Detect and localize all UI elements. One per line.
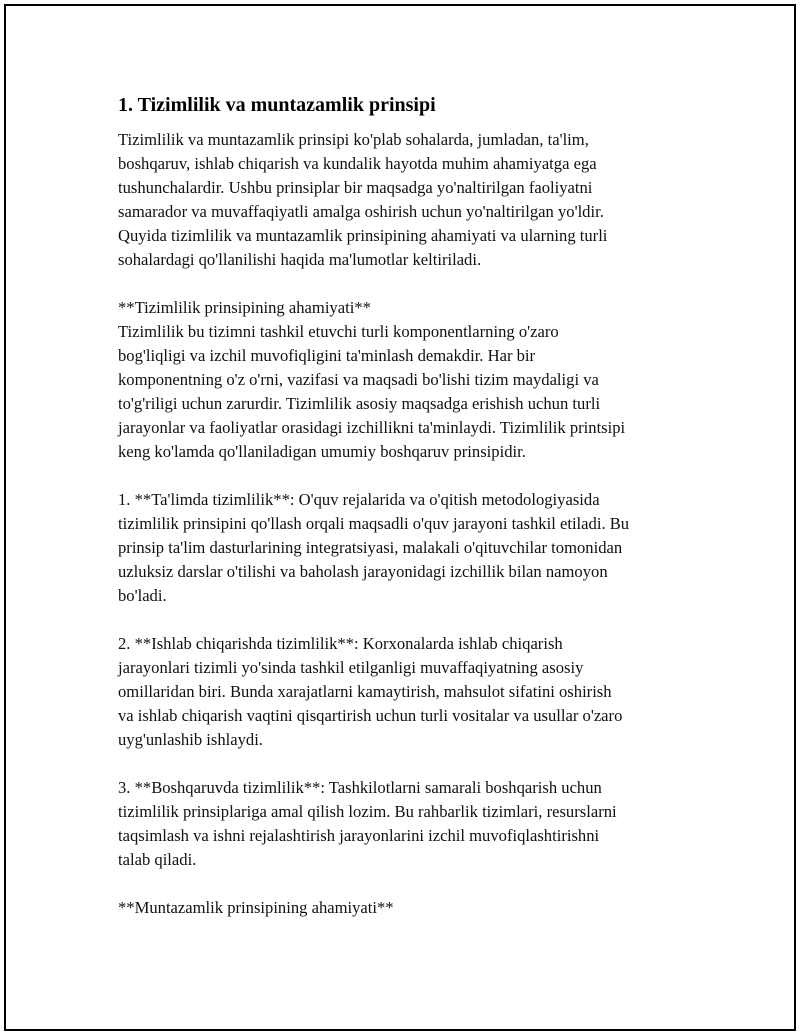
paragraph-line: 1. **Ta'limda tizimlilik**: O'quv rejalarida va o'qitish metodologiyasida <box>118 490 600 509</box>
paragraph-line: 2. **Ishlab chiqarishda tizimlilik**: Korxonalarda ishlab chiqarish <box>118 634 563 653</box>
list-item-education <box>118 488 698 608</box>
paragraph-line: boshqaruv, ishlab chiqarish va kundalik hayotda muhim ahamiyatga ega <box>118 154 597 173</box>
paragraph-line: talab qiladi. <box>118 850 197 869</box>
paragraph-line: jarayonlar va faoliyatlar orasidagi izchillikni ta'minlaydi. Tizimlilik printsipi <box>118 418 626 437</box>
list-item-management <box>118 776 698 872</box>
subheading-line: **Muntazamlik prinsipining ahamiyati** <box>118 898 394 917</box>
paragraph-line: 3. **Boshqaruvda tizimlilik**: Tashkilotlarni samarali boshqarish uchun <box>118 778 602 797</box>
paragraph-line: Quyida tizimlilik va muntazamlik prinsipining ahamiyati va ularning turli <box>118 226 608 245</box>
intro-paragraph <box>118 128 698 272</box>
paragraph-line: va ishlab chiqarish vaqtini qisqartirish uchun turli vositalar va usullar o'zaro <box>118 706 623 725</box>
paragraph-line: komponentning o'z o'rni, vazifasi va maqsadi bo'lishi tizim maydaligi va <box>118 370 599 389</box>
paragraph-line: sohalardagi qo'llanilishi haqida ma'lumotlar keltiriladi. <box>118 250 482 269</box>
paragraph-line: keng ko'lamda qo'llaniladigan umumiy boshqaruv prinsipidir. <box>118 442 526 461</box>
list-item-production <box>118 632 698 752</box>
paragraph-line: uzluksiz darslar o'tilishi va baholash jarayonidagi izchillik bilan namoyon <box>118 562 608 581</box>
document-body <box>118 92 698 944</box>
paragraph-line: bog'liqligi va izchil muvofiqligini ta'minlash demakdir. Har bir <box>118 346 536 365</box>
paragraph-line: samarador va muvaffaqiyatli amalga oshirish uchun yo'naltirilgan yo'ldir. <box>118 202 604 221</box>
paragraph-line: uyg'unlashib ishlaydi. <box>118 730 263 749</box>
paragraph-line: tizimlilik prinsiplariga amal qilish lozim. Bu rahbarlik tizimlari, resurslarni <box>118 802 617 821</box>
paragraph-line: jarayonlari tizimli yo'sinda tashkil etilganligi muvaffaqiyatning asosiy <box>118 658 584 677</box>
paragraph-line: to'g'riligi uchun zarurdir. Tizimlilik asosiy maqsadga erishish uchun turli <box>118 394 601 413</box>
paragraph-line: Tizimlilik bu tizimni tashkil etuvchi turli komponentlarning o'zaro <box>118 322 559 341</box>
paragraph-line: tushunchalardir. Ushbu prinsiplar bir maqsadga yo'naltirilgan faoliyatni <box>118 178 593 197</box>
subheading-line: **Tizimlilik prinsipining ahamiyati** <box>118 298 371 317</box>
paragraph-line: taqsimlash va ishni rejalashtirish jarayonlarini izchil muvofiqlashtirishni <box>118 826 600 845</box>
paragraph-line: prinsip ta'lim dasturlarining integratsiyasi, malakali o'qituvchilar tomonidan <box>118 538 623 557</box>
systematicity-paragraph <box>118 296 698 464</box>
paragraph-line: Tizimlilik va muntazamlik prinsipi ko'plab sohalarda, jumladan, ta'lim, <box>118 130 589 149</box>
paragraph-line: bo'ladi. <box>118 586 167 605</box>
paragraph-line: omillaridan biri. Bunda xarajatlarni kamaytirish, mahsulot sifatini oshirish <box>118 682 612 701</box>
section-heading: 1. Tizimlilik va muntazamlik prinsipi <box>118 94 436 116</box>
paragraph-line: tizimlilik prinsipini qo'llash orqali maqsadli o'quv jarayoni tashkil etiladi. Bu <box>118 514 630 533</box>
regularity-subheading <box>118 896 698 920</box>
